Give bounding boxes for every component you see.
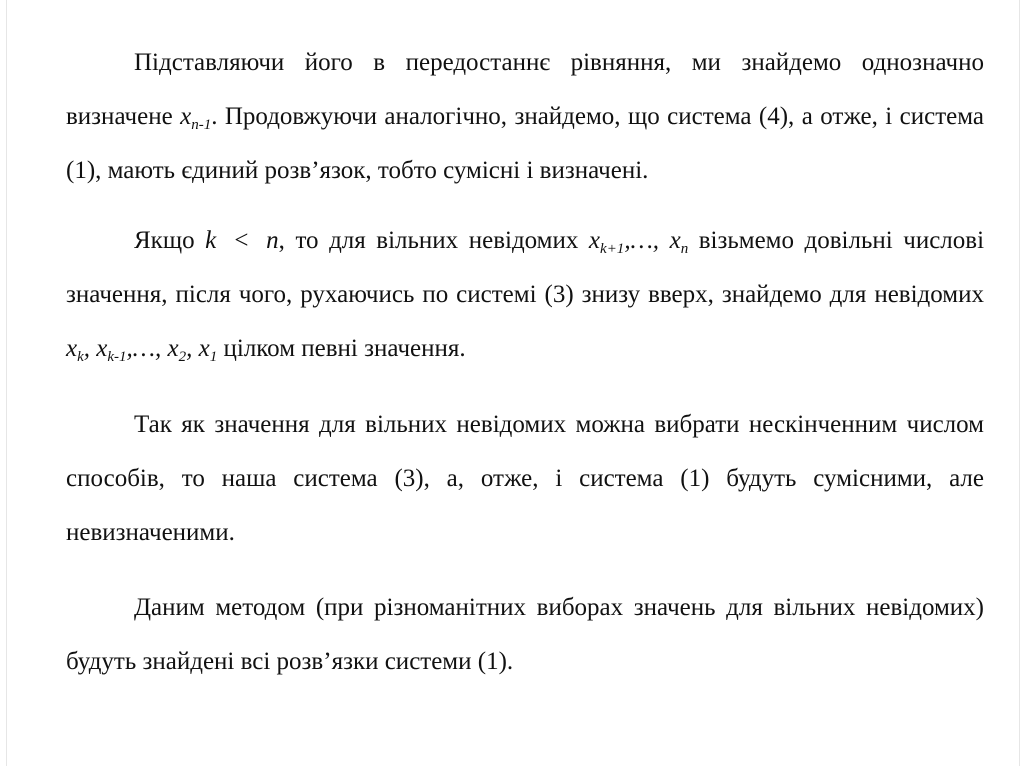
math-subscript: 2 (178, 349, 187, 365)
math-variable-list (66, 335, 218, 365)
math-subscript: 1 (209, 349, 218, 365)
math-x: x (198, 335, 210, 362)
math-subscript: k+1 (600, 241, 625, 257)
paragraph-infinite-solutions: Так як значення для вільних невідомих можна вибрати нескінченним числом способів, то наша система (3), а, отже, і система (1) будуть сумісними, але невизначеними. (66, 411, 984, 546)
paragraph-text: . Продовжуючи аналогічно, знайдемо, що система (4), а отже, і система (1), мають єдиний розв’язок, тобто сумісні і визначені. (66, 103, 984, 184)
paragraph-text: цілком певні значення. (217, 335, 466, 362)
paragraph-text: , то для вільних невідомих (278, 227, 589, 254)
math-x: x (588, 227, 601, 254)
paragraph-text: візьмемо довільні числові значення, після чого, рухаючись по системі (3) знизу вверх, знайдемо для невідомих (66, 227, 985, 308)
math-comma: , (83, 335, 97, 362)
math-subscript: k (77, 349, 84, 365)
slide (6, 0, 1020, 766)
paragraph-free-unknowns (66, 214, 984, 376)
math-variable (180, 103, 212, 133)
math-subscript: k-1 (107, 349, 127, 365)
math-x: x (180, 103, 192, 130)
math-inequality: k < n (205, 227, 279, 254)
math-subscript: n (680, 241, 689, 257)
math-ellipsis: ,…, (624, 227, 660, 254)
math-x: x (66, 335, 78, 362)
math-subscript: n-1 (191, 117, 212, 133)
math-x: x (669, 227, 681, 254)
math-variable (588, 227, 689, 257)
paragraph-text: Якщо (134, 227, 206, 254)
paragraph-method-conclusion: Даним методом (при різноманітних виборах значень для вільних невідомих) будуть знайдені всі розв’язки системи (1). (66, 594, 984, 675)
math-x: x (96, 335, 108, 362)
math-ellipsis: ,…, (126, 335, 168, 362)
math-x: x (167, 335, 179, 362)
paragraph-text: Підставляючи його в передостаннє рівняння, ми знайдемо однозначно визначене (66, 49, 984, 130)
paragraph-uniqueness (66, 36, 984, 198)
math-comma: , (186, 335, 199, 362)
